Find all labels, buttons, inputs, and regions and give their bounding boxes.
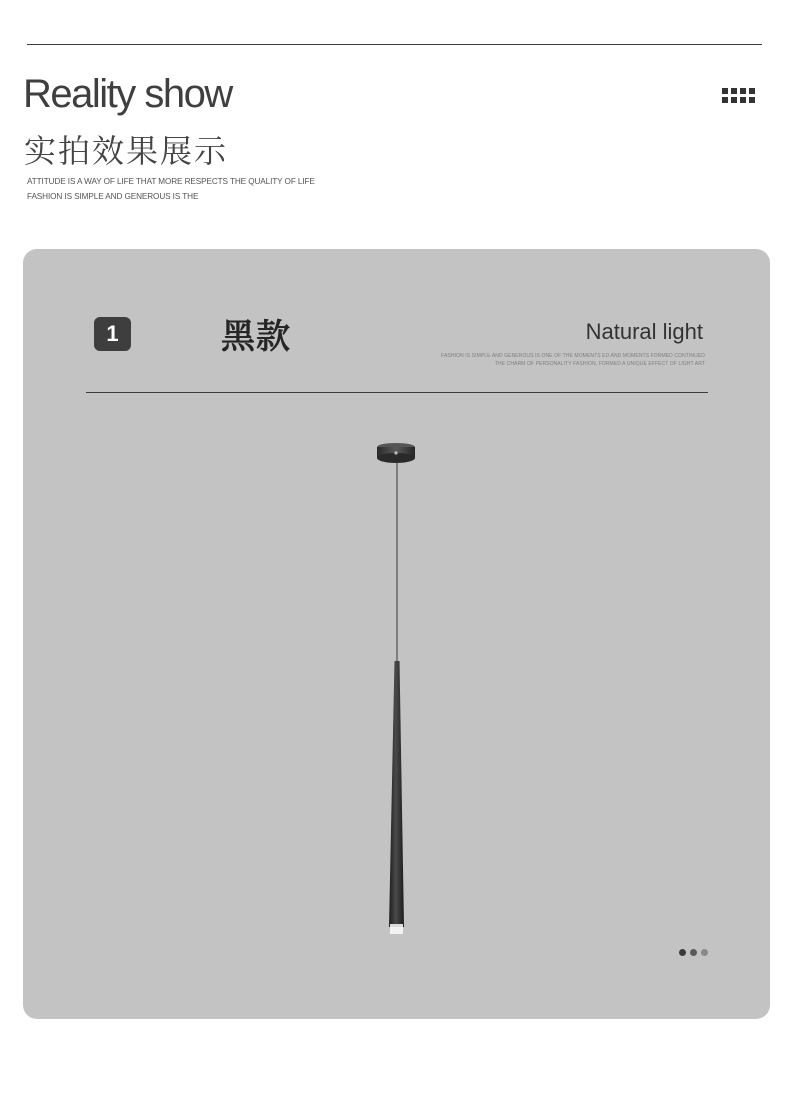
variant-heading: 黑款 (221, 317, 291, 357)
page-title: Reality show (23, 72, 232, 116)
subtitle-line-2: FASHION IS SIMPLE AND GENEROUS IS THE (27, 192, 199, 201)
product-panel (23, 249, 770, 1019)
pager-dot-1[interactable] (679, 949, 686, 956)
top-divider (27, 44, 762, 45)
fine-print-line-1: FASHION IS SIMPLE AND GENEROUS IS ONE OF THE MOMENTS ED AND MOMENTS FORMED CONTINUED (441, 353, 705, 359)
fine-print-line-2: THE CHARM OF PERSONALITY FASHION, FORMED A UNIQUE EFFECT OF LIGHT ART (494, 361, 705, 367)
pager-dot-3[interactable] (701, 949, 708, 956)
pendant-lamp-image (23, 249, 770, 1019)
pager-dot-2[interactable] (690, 949, 697, 956)
subtitle-line-1: ATTITUDE IS A WAY OF LIFE THAT MORE RESPECTS THE QUALITY OF LIFE (27, 177, 315, 186)
section-heading: Natural light (585, 319, 703, 344)
grid-menu-icon[interactable] (722, 88, 756, 104)
number-badge: 1 (94, 317, 131, 351)
page-title-cn: 实拍效果展示 (24, 132, 229, 170)
pagination-dots (679, 949, 708, 956)
